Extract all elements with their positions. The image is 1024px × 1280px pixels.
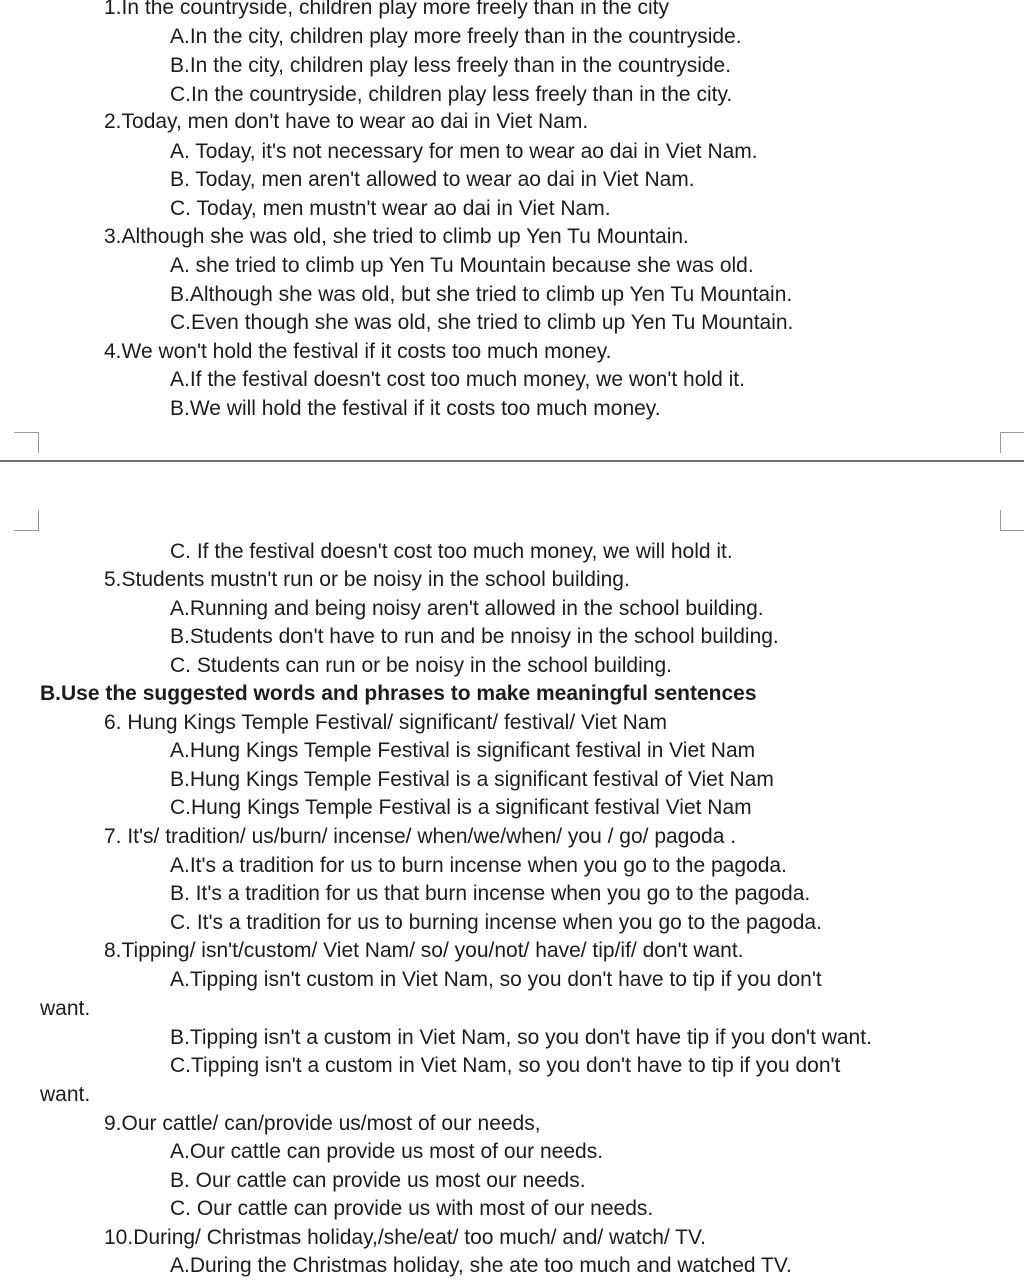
- option-4c: C. If the festival doesn't cost too much money, we will hold it.: [170, 540, 733, 563]
- option-8a: A.Tipping isn't custom in Viet Nam, so you don't have to tip if you don't: [170, 968, 822, 991]
- option-7b: B. It's a tradition for us that burn incense when you go to the pagoda.: [170, 882, 811, 905]
- question-5: 5.Students mustn't run or be noisy in the school building.: [104, 568, 630, 591]
- page-bottom: [0, 462, 1024, 1280]
- question-2: 2.Today, men don't have to wear ao dai in Viet Nam.: [104, 110, 589, 133]
- option-8c: C.Tipping isn't a custom in Viet Nam, so you don't have to tip if you don't: [170, 1054, 841, 1077]
- page-corner-mark: [14, 510, 39, 531]
- option-5c: C. Students can run or be noisy in the school building.: [170, 654, 672, 677]
- option-1b: B.In the city, children play less freely than in the countryside.: [170, 54, 732, 77]
- option-4a: A.If the festival doesn't cost too much money, we won't hold it.: [170, 368, 745, 391]
- question-3: 3.Although she was old, she tried to climb up Yen Tu Mountain.: [104, 225, 689, 248]
- option-4b: B.We will hold the festival if it costs too much money.: [170, 397, 661, 420]
- option-5b: B.Students don't have to run and be nnoisy in the school building.: [170, 625, 779, 648]
- option-3a: A. she tried to climb up Yen Tu Mountain because she was old.: [170, 254, 754, 277]
- option-7a: A.It's a tradition for us to burn incense when you go to the pagoda.: [170, 854, 787, 877]
- question-6: 6. Hung Kings Temple Festival/ significant/ festival/ Viet Nam: [104, 711, 667, 734]
- page-corner-mark: [14, 432, 39, 453]
- question-7: 7. It's/ tradition/ us/burn/ incense/ when/we/when/ you / go/ pagoda .: [104, 825, 737, 848]
- option-10a: A.During the Christmas holiday, she ate too much and watched TV.: [170, 1254, 792, 1277]
- option-2c: C. Today, men mustn't wear ao dai in Viet Nam.: [170, 197, 611, 220]
- option-6a: A.Hung Kings Temple Festival is significant festival in Viet Nam: [170, 739, 756, 762]
- option-1a: A.In the city, children play more freely than in the countryside.: [170, 25, 742, 48]
- option-6b: B.Hung Kings Temple Festival is a significant festival of Viet Nam: [170, 768, 774, 791]
- page-top: [0, 0, 1024, 462]
- question-8: 8.Tipping/ isn't/custom/ Viet Nam/ so/ you/not/ have/ tip/if/ don't want.: [104, 939, 744, 962]
- option-2b: B. Today, men aren't allowed to wear ao dai in Viet Nam.: [170, 168, 695, 191]
- option-2a: A. Today, it's not necessary for men to wear ao dai in Viet Nam.: [170, 140, 758, 163]
- question-9: 9.Our cattle/ can/provide us/most of our needs,: [104, 1112, 541, 1135]
- option-8c-continuation: want.: [40, 1083, 91, 1106]
- option-8a-continuation: want.: [40, 997, 91, 1020]
- option-3b: B.Although she was old, but she tried to climb up Yen Tu Mountain.: [170, 283, 793, 306]
- option-1c: C.In the countryside, children play less freely than in the city.: [170, 83, 733, 106]
- question-10: 10.During/ Christmas holiday,/she/eat/ too much/ and/ watch/ TV.: [104, 1226, 706, 1249]
- option-9a: A.Our cattle can provide us most of our needs.: [170, 1140, 604, 1163]
- option-9c: C. Our cattle can provide us with most of our needs.: [170, 1197, 654, 1220]
- section-heading-b: B.Use the suggested words and phrases to make meaningful sentences: [40, 682, 757, 705]
- page-corner-mark: [1000, 432, 1024, 453]
- option-5a: A.Running and being noisy aren't allowed in the school building.: [170, 597, 764, 620]
- page-corner-mark: [1000, 510, 1024, 531]
- option-3c: C.Even though she was old, she tried to climb up Yen Tu Mountain.: [170, 311, 794, 334]
- option-8b: B.Tipping isn't a custom in Viet Nam, so you don't have tip if you don't want.: [170, 1026, 872, 1049]
- option-9b: B. Our cattle can provide us most our needs.: [170, 1169, 586, 1192]
- option-7c: C. It's a tradition for us to burning incense when you go to the pagoda.: [170, 911, 822, 934]
- question-1: 1.In the countryside, children play more freely than in the city: [104, 0, 669, 19]
- question-4: 4.We won't hold the festival if it costs too much money.: [104, 340, 612, 363]
- option-6c: C.Hung Kings Temple Festival is a significant festival Viet Nam: [170, 796, 752, 819]
